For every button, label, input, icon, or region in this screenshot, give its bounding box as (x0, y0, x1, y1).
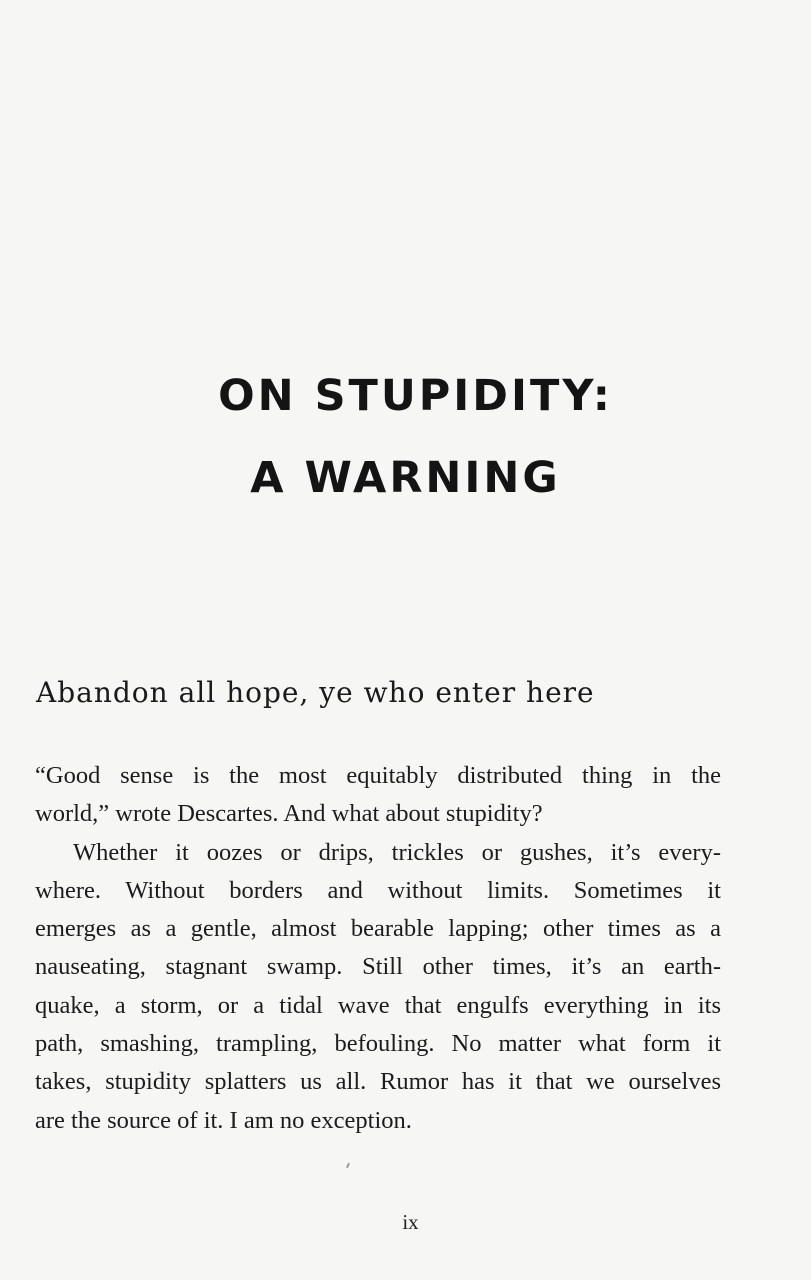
body-paragraphs (35, 757, 721, 1140)
page-number: ix (402, 1210, 419, 1234)
body-line: are the source of it. I am no exception. (35, 1106, 412, 1134)
body-line: emerges as a gentle, almost bearable lapping; other times as a (35, 915, 721, 943)
body-line: path, smashing, trampling, befouling. No matter what form it (35, 1030, 721, 1058)
chapter-title (0, 355, 811, 519)
body-line: “Good sense is the most equitably distributed thing in the (35, 762, 721, 789)
body-line: quake, a storm, or a tidal wave that engulfs everything in its (35, 991, 721, 1019)
body-line: world,” wrote Descartes. And what about stupidity? (35, 800, 543, 828)
body-line: Whether it oozes or drips, trickles or gushes, it’s every- (73, 838, 721, 866)
chapter-title-line-2: A WARNING (250, 453, 561, 503)
print-speck (346, 1163, 350, 1168)
chapter-title-line-1: ON STUPIDITY: (218, 371, 613, 421)
section-heading: Abandon all hope, ye who enter here (36, 676, 595, 709)
body-line: takes, stupidity splatters us all. Rumor has it that we ourselves (35, 1068, 721, 1096)
body-line: where. Without borders and without limits. Sometimes it (35, 876, 721, 904)
body-line: nauseating, stagnant swamp. Still other times, it’s an earth- (35, 953, 721, 981)
